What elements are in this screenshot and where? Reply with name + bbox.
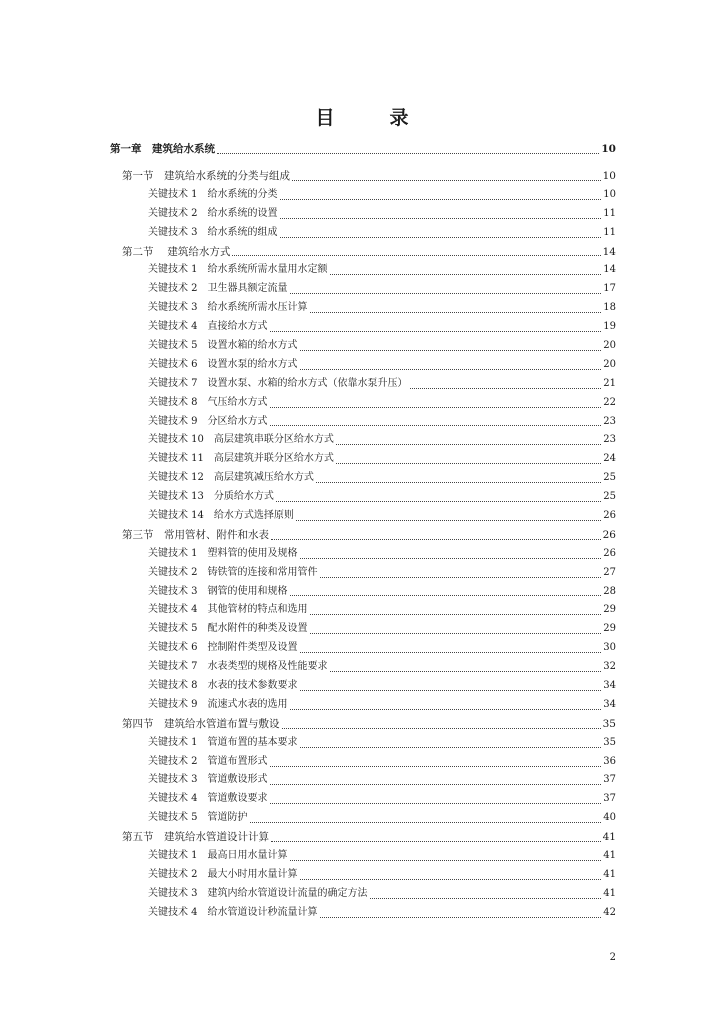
toc-entry-page: 20 xyxy=(603,340,616,351)
toc-item-entry[interactable] xyxy=(110,847,616,866)
toc-entry-label: 关键技术 9 流速式水表的选用 xyxy=(148,698,288,710)
toc-item-entry[interactable] xyxy=(110,205,616,224)
toc-item-entry[interactable] xyxy=(110,488,616,507)
toc-entry-page: 35 xyxy=(602,717,616,730)
toc-entry-page: 41 xyxy=(603,887,616,899)
toc-entry-page: 32 xyxy=(603,661,616,673)
dot-leader xyxy=(316,482,601,483)
toc-entry-label: 关键技术 3 建筑内给水管道设计流量的确定方法 xyxy=(148,887,368,899)
toc-entry-page: 37 xyxy=(603,793,616,805)
toc-entry-page: 42 xyxy=(603,906,616,918)
toc-entry-page: 37 xyxy=(603,774,616,786)
toc-item-entry[interactable] xyxy=(110,677,616,696)
toc-entry-label: 第一节 建筑给水系统的分类与组成 xyxy=(122,169,290,182)
dot-leader xyxy=(300,879,602,880)
toc-entry-label: 关键技术 5 配水附件的种类及设置 xyxy=(148,623,308,635)
toc-entry-page: 41 xyxy=(602,831,616,844)
page-number: 2 xyxy=(609,952,616,963)
toc-entry-page: 11 xyxy=(603,207,616,219)
toc-entry-page: 29 xyxy=(603,623,616,635)
toc-entry-page: 10 xyxy=(601,143,616,155)
toc-entry-label: 关键技术 1 塑料管的使用及规格 xyxy=(148,547,298,559)
dot-leader xyxy=(292,180,601,181)
toc-entry-page: 25 xyxy=(603,472,616,484)
toc-item-entry[interactable] xyxy=(110,866,616,885)
dot-leader xyxy=(217,153,599,154)
toc-item-entry[interactable] xyxy=(110,337,616,356)
toc-entry-label: 关键技术 2 管道布置形式 xyxy=(148,755,268,767)
dot-leader xyxy=(290,595,602,596)
dot-leader xyxy=(290,860,602,861)
toc-entry-label: 关键技术 10 高层建筑串联分区给水方式 xyxy=(148,434,334,446)
toc-entry-label: 关键技术 6 控制附件类型及设置 xyxy=(148,642,298,654)
dot-leader xyxy=(270,766,602,767)
dot-leader xyxy=(250,822,602,823)
toc-entry-label: 关键技术 4 其他管材的特点和选用 xyxy=(148,604,308,616)
dot-leader xyxy=(410,388,602,389)
dot-leader xyxy=(280,218,602,219)
toc-entry-page: 21 xyxy=(603,377,616,389)
dot-leader xyxy=(300,652,602,653)
toc-item-entry[interactable] xyxy=(110,620,616,639)
toc-entry-page: 22 xyxy=(603,396,616,408)
dot-leader xyxy=(300,747,602,748)
toc-entry-label: 关键技术 2 最大小时用水量计算 xyxy=(148,868,298,880)
toc-item-entry[interactable] xyxy=(110,375,616,394)
toc-entry-label: 关键技术 8 水表的技术参数要求 xyxy=(148,680,298,692)
toc-item-entry[interactable] xyxy=(110,431,616,450)
toc-entry-label: 第一章 建筑给水系统 xyxy=(110,143,215,155)
toc-entry-page: 14 xyxy=(603,264,616,276)
toc-item-entry[interactable] xyxy=(110,658,616,677)
dot-leader xyxy=(320,577,602,578)
toc-item-entry[interactable] xyxy=(110,318,616,337)
toc-entry-page: 14 xyxy=(602,245,616,258)
toc-entry-label: 关键技术 2 卫生器具额定流量 xyxy=(148,283,288,295)
dot-leader xyxy=(296,520,601,521)
toc-entry-label: 关键技术 5 设置水箱的给水方式 xyxy=(148,340,298,351)
toc-item-entry[interactable] xyxy=(110,696,616,715)
dot-leader xyxy=(270,331,602,332)
dot-leader xyxy=(320,917,602,918)
toc-section-entry[interactable] xyxy=(110,828,616,847)
dot-leader xyxy=(330,671,602,672)
toc-entry-page: 28 xyxy=(603,585,616,597)
toc-entry-page: 34 xyxy=(603,698,616,710)
toc-section-entry[interactable] xyxy=(110,715,616,734)
toc-entry-label: 关键技术 5 管道防护 xyxy=(148,812,248,824)
toc-item-entry[interactable] xyxy=(110,186,616,205)
toc-entry-label: 关键技术 6 设置水泵的给水方式 xyxy=(148,358,298,370)
toc-entry-page: 26 xyxy=(603,510,616,522)
dot-leader xyxy=(270,784,602,785)
toc-item-entry[interactable] xyxy=(110,299,616,318)
toc-item-entry[interactable] xyxy=(110,734,616,753)
toc-entry-page: 27 xyxy=(603,566,616,578)
dot-leader xyxy=(330,274,602,275)
toc-entry-label: 关键技术 11 高层建筑并联分区给水方式 xyxy=(148,453,334,465)
toc-entry-label: 关键技术 7 水表类型的规格及性能要求 xyxy=(148,661,328,673)
toc-item-entry[interactable] xyxy=(110,224,616,243)
dot-leader xyxy=(300,369,602,370)
toc-entry-page: 30 xyxy=(603,642,616,654)
toc-entry-label: 关键技术 2 铸铁管的连接和常用管件 xyxy=(148,566,318,578)
toc-item-entry[interactable] xyxy=(110,885,616,904)
toc-entry-page: 23 xyxy=(603,415,616,427)
toc-item-entry[interactable] xyxy=(110,356,616,375)
toc-item-entry[interactable] xyxy=(110,583,616,602)
toc-entry-label: 关键技术 13 分质给水方式 xyxy=(148,491,274,503)
toc-entry-page: 26 xyxy=(602,528,616,541)
toc-item-entry[interactable] xyxy=(110,261,616,280)
toc-item-entry[interactable] xyxy=(110,639,616,658)
toc-item-entry[interactable] xyxy=(110,772,616,791)
toc-entry-label: 关键技术 14 给水方式选择原则 xyxy=(148,510,294,522)
toc-entry-label: 关键技术 4 直接给水方式 xyxy=(148,321,268,333)
page-title: 目 录 xyxy=(315,107,427,129)
dot-leader xyxy=(270,425,602,426)
dot-leader xyxy=(271,841,601,842)
toc-entry-page: 18 xyxy=(603,302,616,314)
toc-entry-page: 17 xyxy=(603,283,616,295)
dot-leader xyxy=(290,293,602,294)
toc-item-entry[interactable] xyxy=(110,564,616,583)
toc-item-entry[interactable] xyxy=(110,469,616,488)
toc-entry-label: 关键技术 3 给水系统的组成 xyxy=(148,226,278,238)
toc-entry-label: 关键技术 3 钢管的使用和规格 xyxy=(148,585,288,597)
dot-leader xyxy=(270,803,602,804)
dot-leader xyxy=(336,444,601,445)
toc-entry-page: 34 xyxy=(603,680,616,692)
dot-leader xyxy=(336,463,601,464)
toc-entry-label: 关键技术 12 高层建筑减压给水方式 xyxy=(148,472,314,484)
toc-entry-label: 关键技术 1 管道布置的基本要求 xyxy=(148,736,298,748)
dot-leader xyxy=(276,501,601,502)
toc-item-entry[interactable] xyxy=(110,790,616,809)
table-of-contents xyxy=(110,139,616,923)
dot-leader xyxy=(270,407,602,408)
toc-entry-page: 35 xyxy=(603,736,616,748)
toc-entry-label: 第五节 建筑给水管道设计计算 xyxy=(122,831,269,844)
toc-entry-page: 29 xyxy=(603,604,616,616)
toc-section-entry[interactable] xyxy=(110,243,616,262)
toc-entry-page: 36 xyxy=(603,755,616,767)
dot-leader xyxy=(310,633,602,634)
toc-chapter-entry[interactable] xyxy=(110,139,616,159)
toc-item-entry[interactable] xyxy=(110,413,616,432)
toc-item-entry[interactable] xyxy=(110,601,616,620)
toc-entry-label: 关键技术 3 管道敷设形式 xyxy=(148,774,268,786)
toc-item-entry[interactable] xyxy=(110,545,616,564)
dot-leader xyxy=(280,199,602,200)
dot-leader xyxy=(280,237,602,238)
dot-leader xyxy=(282,728,601,729)
toc-item-entry[interactable] xyxy=(110,450,616,469)
toc-section-entry[interactable] xyxy=(110,167,616,186)
toc-entry-page: 25 xyxy=(603,491,616,503)
toc-entry-label: 关键技术 1 给水系统所需水量用水定额 xyxy=(148,264,328,276)
toc-entry-page: 41 xyxy=(603,868,616,880)
toc-entry-label: 第二节 建筑给水方式 xyxy=(122,245,231,258)
toc-entry-page: 20 xyxy=(603,358,616,370)
toc-entry-label: 关键技术 4 管道敷设要求 xyxy=(148,793,268,805)
toc-item-entry[interactable] xyxy=(110,904,616,923)
dot-leader xyxy=(310,614,602,615)
toc-entry-page: 40 xyxy=(603,812,616,824)
dot-leader xyxy=(300,690,602,691)
toc-entry-label: 关键技术 9 分区给水方式 xyxy=(148,415,268,427)
toc-entry-label: 关键技术 8 气压给水方式 xyxy=(148,396,268,408)
toc-item-entry[interactable] xyxy=(110,280,616,299)
toc-entry-label: 关键技术 2 给水系统的设置 xyxy=(148,207,278,219)
toc-entry-label: 关键技术 7 设置水泵、水箱的给水方式（依靠水泵升压） xyxy=(148,377,408,389)
toc-entry-page: 10 xyxy=(602,169,616,182)
toc-entry-page: 19 xyxy=(603,321,616,333)
toc-entry-label: 第三节 常用管材、附件和水表 xyxy=(122,528,269,541)
dot-leader xyxy=(300,558,602,559)
toc-item-entry[interactable] xyxy=(110,753,616,772)
dot-leader xyxy=(310,312,602,313)
toc-section-entry[interactable] xyxy=(110,526,616,545)
toc-item-entry[interactable] xyxy=(110,507,616,526)
toc-entry-label: 关键技术 4 给水管道设计秒流量计算 xyxy=(148,906,318,918)
dot-leader xyxy=(232,255,600,256)
dot-leader xyxy=(300,350,602,351)
toc-entry-page: 41 xyxy=(603,850,616,862)
dot-leader xyxy=(271,539,601,540)
toc-entry-label: 关键技术 1 最高日用水量计算 xyxy=(148,850,288,862)
toc-entry-label: 关键技术 1 给水系统的分类 xyxy=(148,188,278,200)
toc-entry-page: 26 xyxy=(603,547,616,559)
toc-item-entry[interactable] xyxy=(110,809,616,828)
toc-entry-page: 24 xyxy=(603,453,616,465)
dot-leader xyxy=(370,898,602,899)
toc-entry-label: 关键技术 3 给水系统所需水压计算 xyxy=(148,302,308,314)
toc-entry-page: 23 xyxy=(603,434,616,446)
toc-item-entry[interactable] xyxy=(110,394,616,413)
toc-entry-label: 第四节 建筑给水管道布置与敷设 xyxy=(122,717,280,730)
toc-entry-page: 11 xyxy=(603,226,616,238)
toc-entry-page: 10 xyxy=(603,188,616,200)
dot-leader xyxy=(290,709,602,710)
